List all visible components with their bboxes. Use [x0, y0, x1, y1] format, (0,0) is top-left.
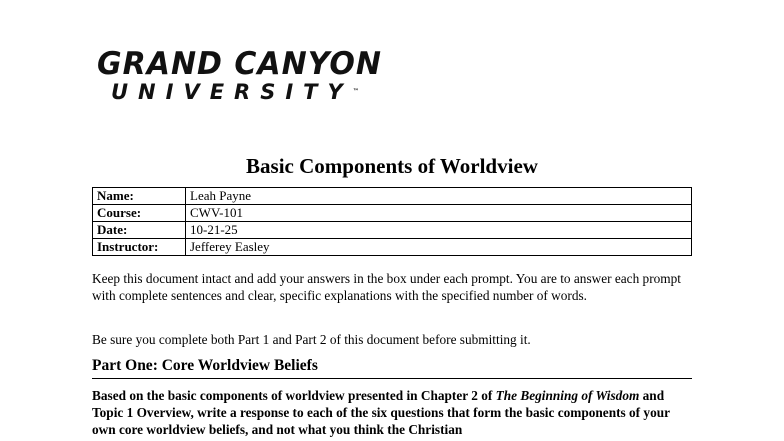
table-row	[93, 222, 692, 239]
university-logo	[97, 45, 383, 104]
course-value[interactable]: CWV-101	[186, 205, 692, 222]
date-label: Date:	[93, 222, 186, 239]
table-row	[93, 239, 692, 256]
student-info-table	[92, 187, 692, 256]
part-one-intro-rest: and Topic 1 Overview, write a response to each of the six questions that form the basic components of your own core worldview beliefs, and not what you think the Christian	[92, 388, 670, 437]
table-row	[93, 205, 692, 222]
document-title: Basic Components of Worldview	[246, 154, 538, 178]
logo-trademark: ™	[352, 88, 359, 95]
logo-line-grand-canyon: GRAND CANYON	[97, 45, 383, 83]
course-label: Course:	[93, 205, 186, 222]
name-value[interactable]: Leah Payne	[186, 188, 692, 205]
part-one-intro	[92, 387, 692, 438]
instructions-paragraph: Keep this document intact and add your answers in the box under each prompt. You are to answer each prompt with complete sentences and clear, specific explanations with the specified number of words.	[92, 271, 681, 303]
submission-note: Be sure you complete both Part 1 and Part 2 of this document before submitting it.	[92, 332, 531, 347]
instructor-value[interactable]: Jefferey Easley	[186, 239, 692, 256]
part-one-heading: Part One: Core Worldview Beliefs	[92, 356, 692, 379]
logo-line-university	[97, 80, 359, 104]
part-one-intro-start: Based on the basic components of worldview presented in Chapter 2 of	[92, 388, 496, 403]
name-label: Name:	[93, 188, 186, 205]
instructor-label: Instructor:	[93, 239, 186, 256]
table-row	[93, 188, 692, 205]
logo-university-text: UNIVERSITY	[111, 80, 353, 104]
book-title: The Beginning of Wisdom	[495, 388, 640, 403]
date-value[interactable]: 10-21-25	[186, 222, 692, 239]
